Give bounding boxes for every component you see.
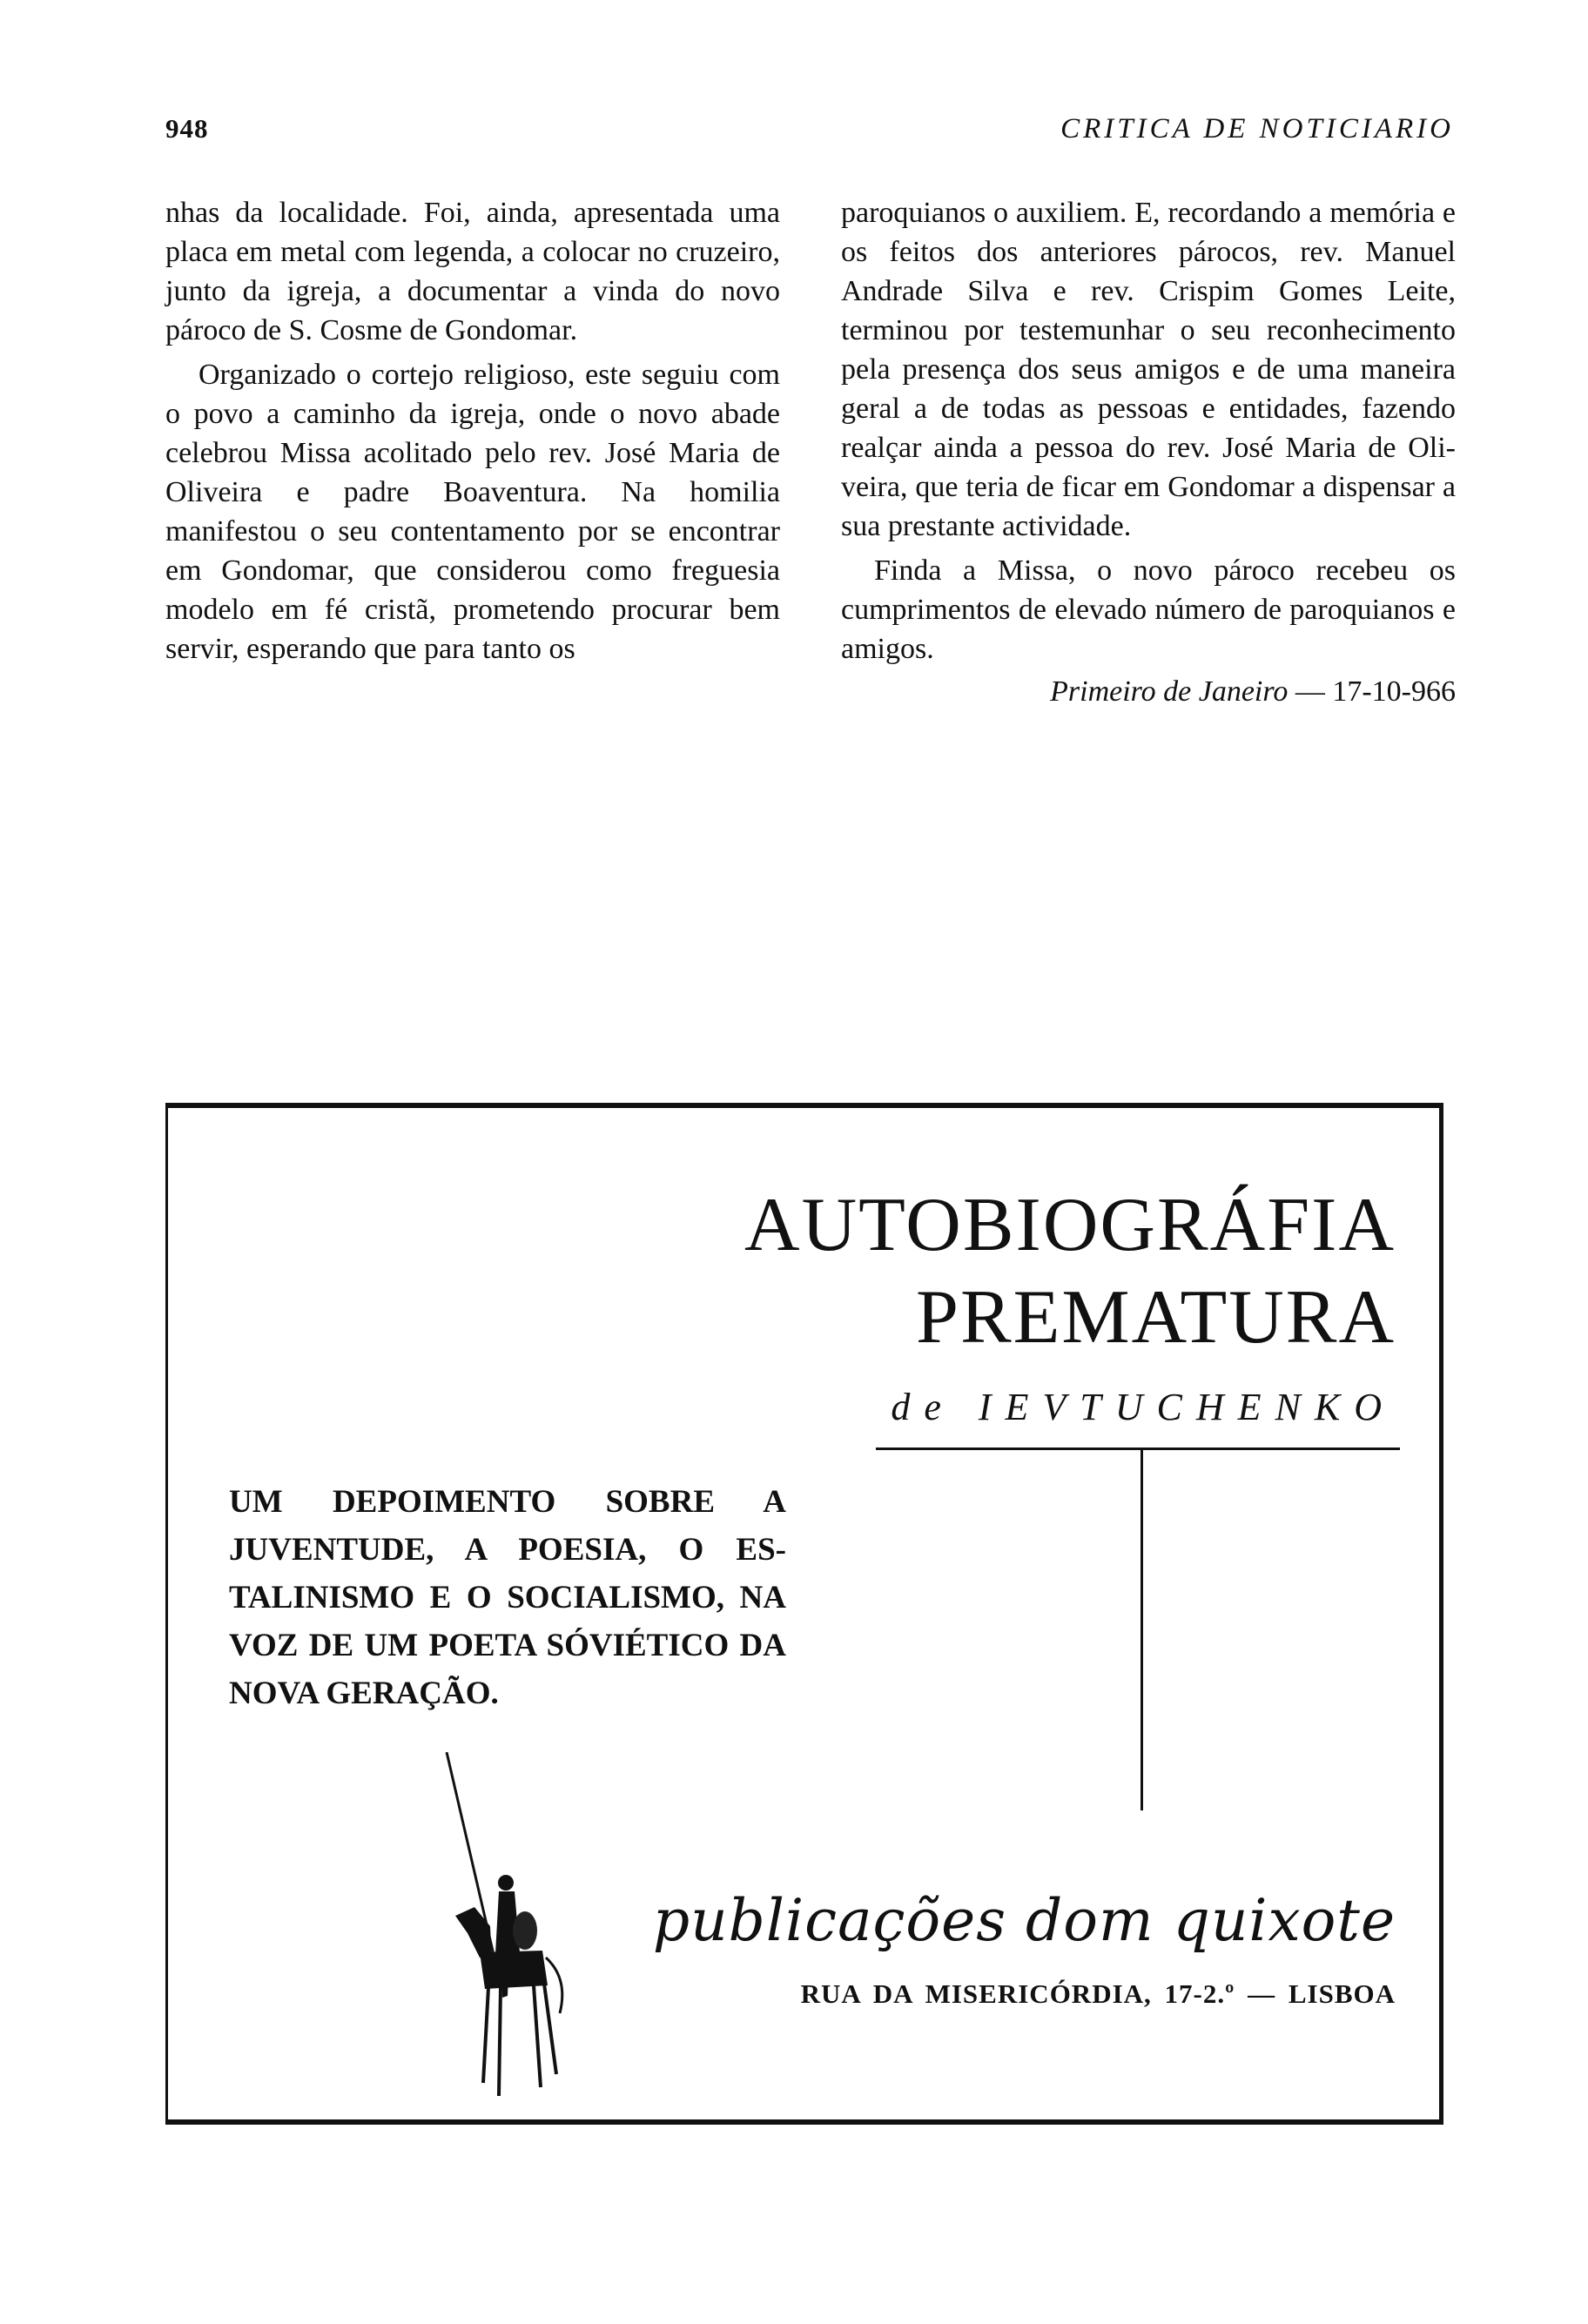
running-head: CRITICA DE NOTICIARIO — [1060, 113, 1454, 144]
ad-author: de IEVTUCHENKO — [891, 1386, 1396, 1428]
article-source — [841, 672, 1456, 711]
article-left-column — [165, 193, 780, 668]
ad-title-line: PREMATURA — [916, 1275, 1396, 1360]
don-quixote-rider-icon — [429, 1752, 577, 2118]
ad-horizontal-rule — [876, 1447, 1400, 1450]
page-number: 948 — [165, 113, 209, 144]
ad-title-line: AUTOBIOGRÁFIA — [744, 1183, 1396, 1267]
ad-tagline: UM DEPOIMENTO SOBRE A JUVENTUDE, A POESIA, O ESTALINISMO E O SOCIALISMO, NA VOZ DE UM POETA SÓVIÉTICO DA NOVA GERAÇÃO. — [229, 1484, 786, 1711]
article-right-column — [841, 193, 1456, 711]
page-header — [165, 113, 1454, 157]
source-publication: Primeiro de Janeiro — [1050, 675, 1289, 708]
ad-vertical-rule — [1141, 1450, 1143, 1810]
ad-book-title — [744, 1179, 1396, 1364]
ad-address: RUA DA MISERICÓRDIA, 17-2.º — LISBOA — [800, 1978, 1396, 2009]
source-date: — 17-10-966 — [1295, 675, 1456, 708]
article-paragraph: Organizado o cortejo religioso, este seguiu com o povo a caminho da igreja, onde o novo abade celebrou Missa acolitado pelo rev. José Maria de Oliveira e padre Boaventura. Na homilia manifestou o seu contentamento por se encontrar em Gondomar, que considerou como freguesia modelo em fé cristã, prometendo procurar bem servir, esperando que para tanto os — [165, 359, 780, 665]
article-paragraph: paroquianos o auxiliem. E, recordando a memória e os feitos dos anteriores párocos, rev. Manuel Andrade Silva e rev. Crispim Gomes Leite, terminou por testemunhar o seu reconhecimento pela presença dos seus amigos e de uma maneira geral a de todas as pessoas e entidades, fazendo realçar ainda a pessoa do rev. José Maria de Oliveira, que teria de ficar em Gondomar a dispensar a sua prestante actividade. — [841, 197, 1456, 542]
book-advertisement — [165, 1103, 1443, 2125]
article-paragraph: Finda a Missa, o novo pároco recebeu os cumprimentos de elevado número de paroquianos e amigos. — [841, 554, 1456, 665]
ad-publisher: publicações dom quixote — [652, 1887, 1396, 1954]
article-paragraph: nhas da localidade. Foi, ainda, apresentada uma placa em metal com legenda, a colocar no cruzeiro, junto da igreja, a documentar a vinda do novo pároco de S. Cosme de Gondomar. — [165, 197, 780, 346]
